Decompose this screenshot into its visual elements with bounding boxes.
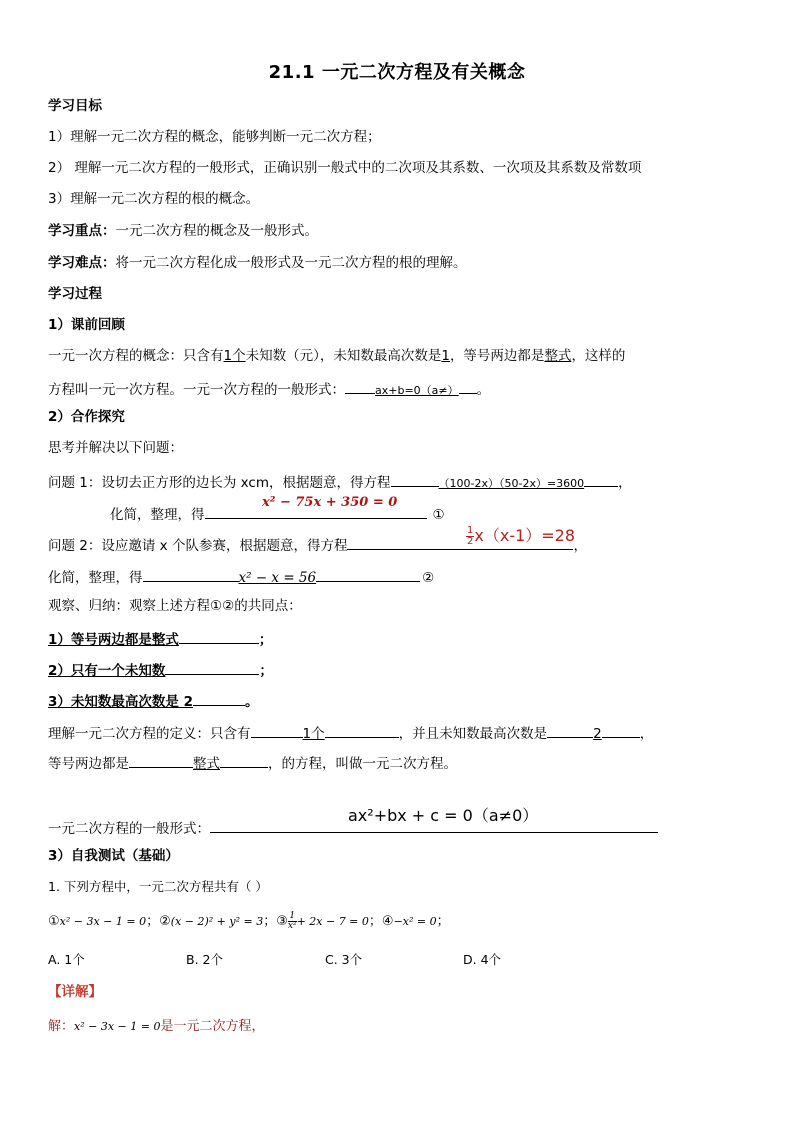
choice-c: C. 3个 <box>325 952 363 967</box>
blank <box>129 752 193 768</box>
explore-prompt: 思考并解决以下问题： <box>48 440 183 456</box>
difficulty-label: 学习难点： <box>48 255 116 271</box>
process-heading: 学习过程 <box>48 286 102 302</box>
equation-marker-2: ② <box>422 570 435 586</box>
review-text: 一元一次方程的概念：只含有 <box>48 348 224 364</box>
common-point-text: 2）只有一个未知数 <box>48 663 166 679</box>
blank <box>251 722 303 738</box>
common-point-1 <box>48 628 272 649</box>
review-line-2 <box>48 378 490 400</box>
review-heading: 1）课前回顾 <box>48 317 125 333</box>
explore-heading: 2）合作探究 <box>48 409 125 425</box>
review-answer-degree: 1 <box>441 348 450 364</box>
test-options <box>48 912 450 931</box>
definition-answer-3: 整式 <box>193 756 220 772</box>
general-form-label: 一元二次方程的一般形式： <box>48 821 210 837</box>
blank <box>165 659 259 675</box>
equation-marker-1: ① <box>432 507 445 523</box>
common-point-2 <box>48 659 273 680</box>
choice-d: D. 4个 <box>463 952 502 967</box>
goals-heading: 学习目标 <box>48 98 102 114</box>
definition-text: 理解一元二次方程的定义：只含有 <box>48 726 251 742</box>
question-text: ， <box>618 475 632 491</box>
blank <box>602 722 640 738</box>
blank <box>316 566 420 582</box>
blank <box>193 690 245 706</box>
observe-prompt: 观察、归纳：观察上述方程①②的共同点： <box>48 598 302 614</box>
question-text: 问题 2：设应邀请 x 个队参赛，根据题意，得方程 <box>48 538 348 554</box>
punctuation: ； <box>259 663 273 679</box>
blank <box>220 752 268 768</box>
key-point-text: 一元二次方程的概念及一般形式。 <box>115 223 318 239</box>
blank <box>584 471 618 487</box>
definition-text: ， <box>639 726 654 742</box>
general-form-answer: ax²+bx + c = 0（a≠0） <box>348 806 539 825</box>
goal-item-3: 3）理解一元二次方程的根的概念。 <box>48 191 260 207</box>
question-text: 问题 1：设切去正方形的边长为 xcm，根据题意，得方程 <box>48 475 391 491</box>
key-point <box>48 222 318 240</box>
question-1-answer: （100-2x）（50-2x）=3600 <box>438 477 585 490</box>
test-heading: 3）自我测试（基础） <box>48 848 179 864</box>
review-answer-general-form: ax+b=0（a≠） <box>375 384 459 397</box>
common-point-3 <box>48 690 259 711</box>
equation-2-source <box>466 523 575 547</box>
choice-a: A. 1个 <box>48 952 85 967</box>
fraction <box>288 912 297 931</box>
difficulty <box>48 254 467 272</box>
fraction-numerator: 1 <box>289 911 296 921</box>
solution-line <box>48 1018 264 1036</box>
definition-text: ，的方程，叫做一元二次方程。 <box>268 756 457 772</box>
fraction-numerator: 1 <box>467 525 474 536</box>
review-answer-polynomial: 整式 <box>544 348 572 364</box>
solution-equation: x² − 3x − 1 = 0 <box>74 1020 161 1033</box>
review-text: 方程叫一元一次方程。一元一次方程的一般形式： <box>48 382 345 398</box>
definition-line-2 <box>48 752 457 773</box>
definition-line-1 <box>48 722 653 743</box>
blank <box>210 817 292 833</box>
blank <box>391 471 439 487</box>
blank <box>325 722 399 738</box>
equation-2-text: x（x-1）=28 <box>474 526 576 545</box>
review-answer-count: 1个 <box>223 348 246 364</box>
definition-answer-1: 1个 <box>302 726 325 742</box>
option-marker: ；③ <box>263 914 288 929</box>
review-text: ，等号两边都是 <box>449 348 545 364</box>
review-text: 未知数（元），未知数最高次数是 <box>245 348 442 364</box>
page-title: 21.1 一元二次方程及有关概念 <box>268 62 526 83</box>
equation-2: x² − x = 56 <box>238 570 317 586</box>
option-marker: ；② <box>146 914 171 929</box>
fraction-denominator: 2 <box>467 536 474 547</box>
fraction-denominator: x² <box>287 921 297 931</box>
question-1 <box>48 471 632 493</box>
question-2-simplify <box>48 566 434 587</box>
option-marker: ① <box>48 914 60 929</box>
goal-item-1: 1）理解一元二次方程的概念，能够判断一元二次方程； <box>48 129 381 145</box>
goal-item-2: 2） 理解一元二次方程的一般形式，正确识别一般式中的二次项及其系数、一次项及其系数及常数项 <box>48 160 642 176</box>
option-equation-4: −x² = 0 <box>393 915 437 928</box>
definition-text: 等号两边都是 <box>48 756 129 772</box>
definition-answer-2: 2 <box>593 726 602 742</box>
review-text: ，这样的 <box>571 348 626 364</box>
common-point-text: 1）等号两边都是整式 <box>48 632 179 648</box>
common-point-text: 3）未知数最高次数是 2 <box>48 694 193 710</box>
punctuation: 。 <box>245 694 259 710</box>
blank <box>547 722 593 738</box>
blank <box>179 628 259 644</box>
punctuation: ； <box>258 632 273 648</box>
equation-1: x² − 75x + 350 = 0 <box>262 495 398 510</box>
test-question: 1. 下列方程中，一元二次方程共有（ ） <box>48 879 268 894</box>
question-text: ， <box>573 538 587 554</box>
detail-heading: 【详解】 <box>48 984 102 1000</box>
blank <box>345 378 375 394</box>
question-text: 化简，整理，得 <box>110 507 205 523</box>
blank <box>143 566 239 582</box>
punctuation: ； <box>436 914 450 929</box>
review-line-1 <box>48 347 625 365</box>
question-text: 化简，整理，得 <box>48 570 143 586</box>
option-equation-3: + 2x − 7 = 0 <box>296 915 369 928</box>
option-equation-2: (x − 2)² + y² = 3 <box>170 915 264 928</box>
choice-b: B. 2个 <box>186 952 223 967</box>
solution-text: 解： <box>48 1019 75 1034</box>
blank <box>459 378 477 394</box>
review-text: 。 <box>476 382 491 398</box>
definition-text: ，并且未知数最高次数是 <box>398 726 548 742</box>
option-marker: ；④ <box>368 914 394 929</box>
solution-text: 是一元二次方程， <box>160 1019 265 1034</box>
difficulty-text: 将一元二次方程化成一般形式及一元二次方程的根的理解。 <box>115 255 467 271</box>
key-point-label: 学习重点： <box>48 223 116 239</box>
option-equation-1: x² − 3x − 1 = 0 <box>59 915 147 928</box>
